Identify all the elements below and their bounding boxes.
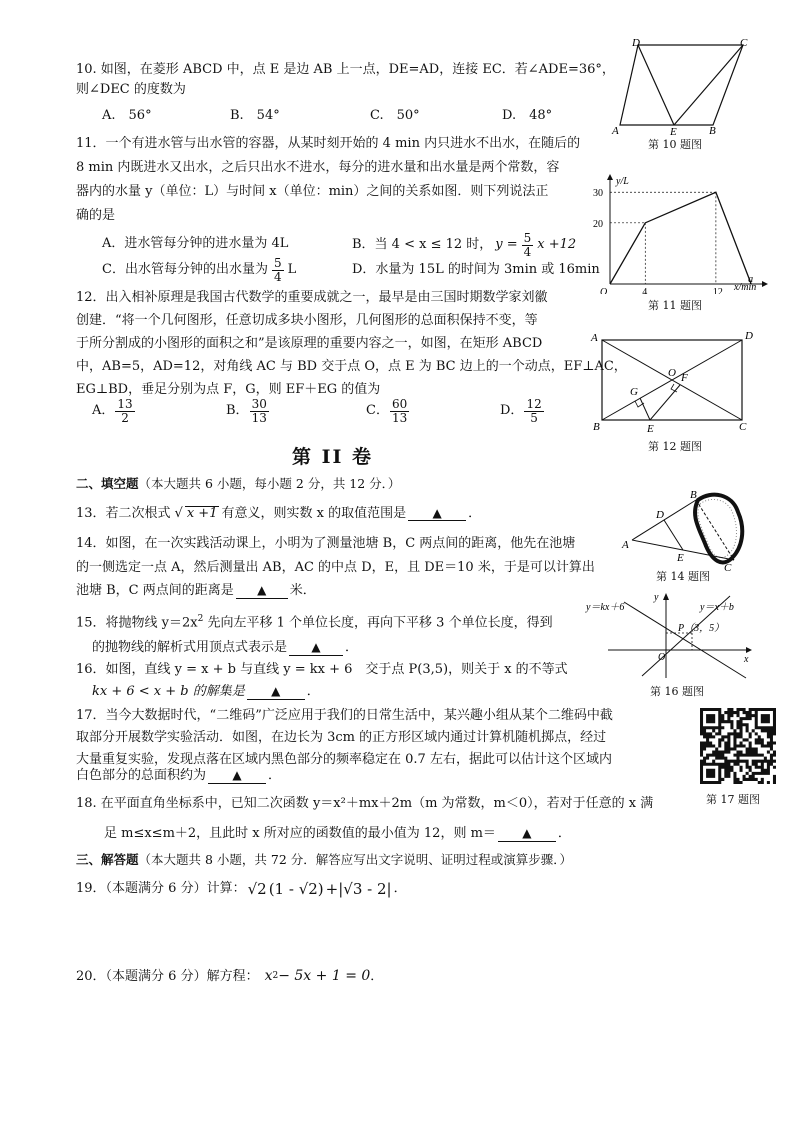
x-axis-arrow (762, 281, 768, 287)
q16-caption: 第 16 题图 (650, 685, 704, 698)
q15-answer-blank[interactable]: ▲ (289, 640, 343, 656)
q11-option-b-y: y = (495, 237, 518, 253)
q11-option-c-unit: L (287, 262, 297, 278)
opt-frac (250, 398, 269, 424)
q10-figure-rhombus (608, 36, 758, 136)
q17-line4 (76, 768, 281, 784)
label-c: C (739, 421, 747, 433)
q20-end: ． (370, 968, 384, 984)
q16-line2 (92, 684, 320, 700)
label-e: E (647, 423, 654, 434)
q10-option-b: B. 54° (230, 108, 280, 123)
opt-frac (390, 398, 409, 424)
q18-line2 (104, 826, 571, 842)
q12-line2: 创建．“将一个几何图形，任意切成多块小图形，几何图形的总面积保持不变，等 (76, 313, 538, 328)
frac-num: 30 (251, 397, 267, 411)
section2-title: 二、填空题 (76, 476, 139, 491)
section2-note: （本大题共 6 小题，每小题 2 分，共 12 分．） (138, 476, 401, 491)
opt-frac (524, 398, 543, 424)
q19-expr-sqrt2: √2 (247, 880, 267, 898)
q16-line2-end: ． (306, 684, 320, 699)
q12-line1: 12．出入相补原理是我国古代数学的重要成就之一，最早是由三国时期数学家刘徽 (76, 290, 548, 305)
label-g: G (630, 386, 638, 398)
q14-line1: 14．如图，在一次实践活动课上，小明为了测量池塘 B，C 两点间的距离，他先在池塘 (76, 536, 576, 551)
label-line-kx6: y＝kx＋6 (586, 602, 625, 613)
q14-caption: 第 14 题图 (656, 570, 710, 583)
q13 (76, 506, 481, 522)
q11-option-b-tail: x +12 (537, 237, 577, 253)
q11-option-b (352, 232, 576, 258)
q12-option-c (366, 398, 410, 424)
q13-text: 13．若二次根式 (76, 506, 171, 521)
q10-option-c: C. 50° (370, 108, 420, 123)
q11-chart (590, 172, 770, 294)
frac-num: 60 (391, 397, 408, 411)
opt-label: D． (500, 403, 524, 419)
opt-frac (115, 398, 134, 424)
q17-line1: 17．当今大数据时代，“二维码”广泛应用于我们的日常生活中，某兴趣小组从某个二维码中截 (76, 708, 613, 723)
q15-exponent: 2 (197, 614, 204, 624)
label-d: D (745, 330, 753, 342)
q17-qr-code-image (700, 708, 776, 784)
section3-title: 三、解答题 (76, 852, 139, 867)
y-axis-label: y/L (616, 176, 629, 187)
label-c: C (740, 37, 748, 49)
q17-caption: 第 17 题图 (706, 793, 760, 806)
label-c: C (724, 562, 732, 572)
q14-line3-end: 米． (289, 583, 316, 598)
q19 (76, 880, 407, 898)
x-tick-label: O (600, 287, 608, 294)
q10-option-a: A. 56° (102, 108, 152, 123)
qr-modules (700, 708, 776, 784)
q11-option-c-frac (272, 257, 284, 283)
x-axis-arrow (746, 647, 752, 653)
label-d: D (656, 509, 664, 521)
q13-end: ． (468, 506, 482, 521)
q12-line3: 于所分割成的小图形的面积之和”是该原理的重要内容之一，如图，在矩形 ABCD (76, 336, 543, 351)
label-y: y (654, 592, 659, 603)
q15-line1 (76, 614, 553, 631)
q16-line2-text: kx + 6 < x + b 的解集是 (92, 684, 245, 699)
y-axis-arrow (663, 593, 669, 600)
y-axis-arrow (607, 174, 613, 180)
frac-num: 5 (523, 231, 532, 245)
water-volume-line (610, 192, 754, 285)
q20-expr-x: x (264, 968, 273, 984)
q13-text-2: 有意义，则实数 x 的取值范围是 (221, 506, 407, 521)
segment-ec (674, 45, 743, 125)
q11-line1: 11．一个有进水管与出水管的容器，从某时刻开始的 4 min 内只进水不出水，在随后的 (76, 136, 581, 151)
segment-de (638, 45, 674, 125)
frac-num: 12 (526, 397, 542, 411)
q10-caption: 第 10 题图 (648, 138, 702, 151)
part2-title: 第 II 卷 (292, 446, 374, 468)
q17-line3: 大量重复实验，发现点落在区域内黑色部分的频率稳定在 0.7 左右，据此可以估计这个区域内 (76, 752, 612, 767)
label-b: B (593, 421, 600, 433)
q14-line3 (76, 583, 316, 599)
q11-caption: 第 11 题图 (648, 299, 702, 312)
q11-option-a: A．进水管每分钟的进水量为 4L (102, 236, 289, 251)
q11-option-c-text: C．出水管每分钟的出水量为 (102, 262, 268, 278)
label-e: E (670, 126, 677, 136)
q11-option-b-frac (522, 232, 534, 258)
x-tick-label: a (748, 274, 754, 285)
q12-option-b (226, 398, 270, 424)
frac-num: 13 (117, 397, 133, 411)
frac-den: 13 (251, 410, 267, 425)
q13-radicand: x +1 (186, 506, 218, 522)
line-kx-plus-6 (624, 602, 746, 678)
frac-den: 5 (530, 410, 538, 425)
label-point-p: P（3，5） (678, 623, 725, 634)
q12-line4: 中，AB=5，AD=12，对角线 AC 与 BD 交于点 O，点 E 为 BC 边上的一个动点，EF⊥AC， (76, 359, 627, 374)
q19-expr-abs: +|√3 - 2| (325, 880, 392, 898)
q15-text: 15．将抛物线 y＝2x (76, 615, 198, 631)
section3-note: （本大题共 8 小题，共 72 分．解答应写出文字说明、证明过程或演算步骤．） (138, 852, 573, 867)
q10-line2: 则∠DEC 的度数为 (76, 82, 186, 97)
q20-text: 20．（本题满分 6 分）解方程： (76, 968, 259, 984)
q20-expr-rest: − 5x + 1 = 0 (278, 968, 371, 984)
label-b: B (709, 125, 716, 136)
q19-text: 19．（本题满分 6 分）计算： (76, 881, 246, 897)
q18-line2-end: ． (557, 826, 571, 841)
label-a: A (612, 125, 619, 136)
q13-answer-blank[interactable]: ▲ (408, 506, 466, 521)
frac-den: 4 (273, 269, 282, 284)
label-e: E (677, 552, 684, 564)
x-axis-label: x/min (734, 282, 757, 293)
pond-outline (695, 495, 742, 563)
label-b: B (690, 489, 697, 501)
q16-answer-blank[interactable]: ▲ (247, 684, 305, 700)
opt-label: C． (366, 403, 389, 419)
q12-figure-rectangle (588, 328, 758, 434)
opt-label: B． (226, 403, 249, 419)
frac-den: 2 (121, 410, 129, 425)
label-o: O (668, 367, 676, 379)
label-x: x (744, 654, 749, 665)
q12-option-a (92, 398, 136, 424)
q17-line4-text: 白色部分的总面积约为 (76, 768, 207, 783)
q10-line1: 10. 如图，在菱形 ABCD 中，点 E 是边 AB 上一点，DE=AD，连接 EC．若∠ADE=36°， (76, 62, 615, 77)
q17-line4-end: ． (268, 768, 282, 783)
q19-expr-paren: (1 - √2) (268, 880, 324, 898)
q11-option-b-text: B．当 4 < x ≤ 12 时， (352, 237, 493, 253)
frac-num: 5 (273, 256, 282, 270)
section3-heading (76, 852, 572, 867)
q12-caption: 第 12 题图 (648, 440, 702, 453)
q15-line2 (92, 640, 358, 656)
q20 (76, 968, 383, 985)
right-angle-g (635, 401, 644, 407)
section2-heading (76, 476, 400, 491)
q16-line1: 16．如图，直线 y = x + b 与直线 y = kx + 6 交于点 P(3,5)，则关于 x 的不等式 (76, 662, 568, 677)
right-angle-f (671, 384, 677, 392)
q11-option-c (102, 257, 296, 283)
q10-option-d: D. 48° (502, 108, 553, 123)
q20-exponent: 2 (272, 971, 279, 981)
rhombus-abcd (620, 45, 743, 125)
q11-line2: 8 min 内既进水又出水，之后只出水不进水，每分的进水量和出水量是两个常数，容 (76, 160, 560, 175)
q18-line1: 18. 在平面直角坐标系中，已知二次函数 y＝x²＋mx＋2m（m 为常数，m＜0），若对于任意的 x 满 (76, 796, 654, 811)
label-f: F (681, 372, 688, 384)
q18-answer-blank[interactable]: ▲ (498, 826, 556, 842)
q11-line4: 确的是 (76, 208, 116, 223)
radical-sign: √ (174, 506, 183, 521)
q16-figure-lines (584, 588, 756, 680)
q19-end: ． (393, 881, 407, 897)
segment-eg (640, 398, 650, 420)
q14-line2: 的一侧选定一点 A，然后测量出 AB，AC 的中点 D，E，且 DE＝10 米，于是可以计算出 (76, 560, 595, 575)
x-tick-label: 4 (642, 287, 648, 294)
q11-line3: 器内的水量 y（单位：L）与时间 x（单位：min）之间的关系如图．则下列说法正 (76, 184, 549, 199)
q18-line2-text: 足 m≤x≤m＋2，且此时 x 所对应的函数值的最小值为 12，则 m＝ (104, 826, 496, 841)
q15-text-2: 先向左平移 1 个单位长度，再向下平移 3 个单位长度，得到 (203, 615, 553, 631)
q14-figure-pond (620, 486, 760, 572)
q15-line2-end: ． (345, 640, 359, 655)
q11-option-d: D．水量为 15L 的时间为 3min 或 16min (352, 262, 600, 277)
label-a: A (591, 332, 598, 344)
label-a: A (622, 539, 629, 551)
q17-line2: 取部分开展数学实验活动．如图，在边长为 3cm 的正方形区域内通过计算机随机掷点，经过 (76, 730, 607, 745)
label-line-xb: y＝x＋b (700, 602, 734, 613)
y-tick-label: 20 (593, 218, 603, 230)
frac-den: 4 (523, 244, 532, 259)
q17-answer-blank[interactable]: ▲ (208, 768, 266, 784)
q12-option-d (500, 398, 545, 424)
y-tick-label: 30 (593, 188, 603, 200)
q14-answer-blank[interactable]: ▲ (236, 583, 288, 599)
opt-label: A． (92, 403, 115, 419)
segment-de (664, 520, 683, 550)
x-tick-label: 12 (712, 287, 723, 294)
label-origin: O (658, 652, 666, 663)
q15-line2-text: 的抛物线的解析式用顶点式表示是 (92, 640, 288, 655)
q14-line3-text: 池塘 B，C 两点间的距离是 (76, 583, 234, 598)
q12-line5: EG⊥BD，垂足分别为点 F，G，则 EF＋EG 的值为 (76, 382, 381, 397)
frac-den: 13 (391, 410, 408, 425)
label-d: D (632, 37, 640, 49)
